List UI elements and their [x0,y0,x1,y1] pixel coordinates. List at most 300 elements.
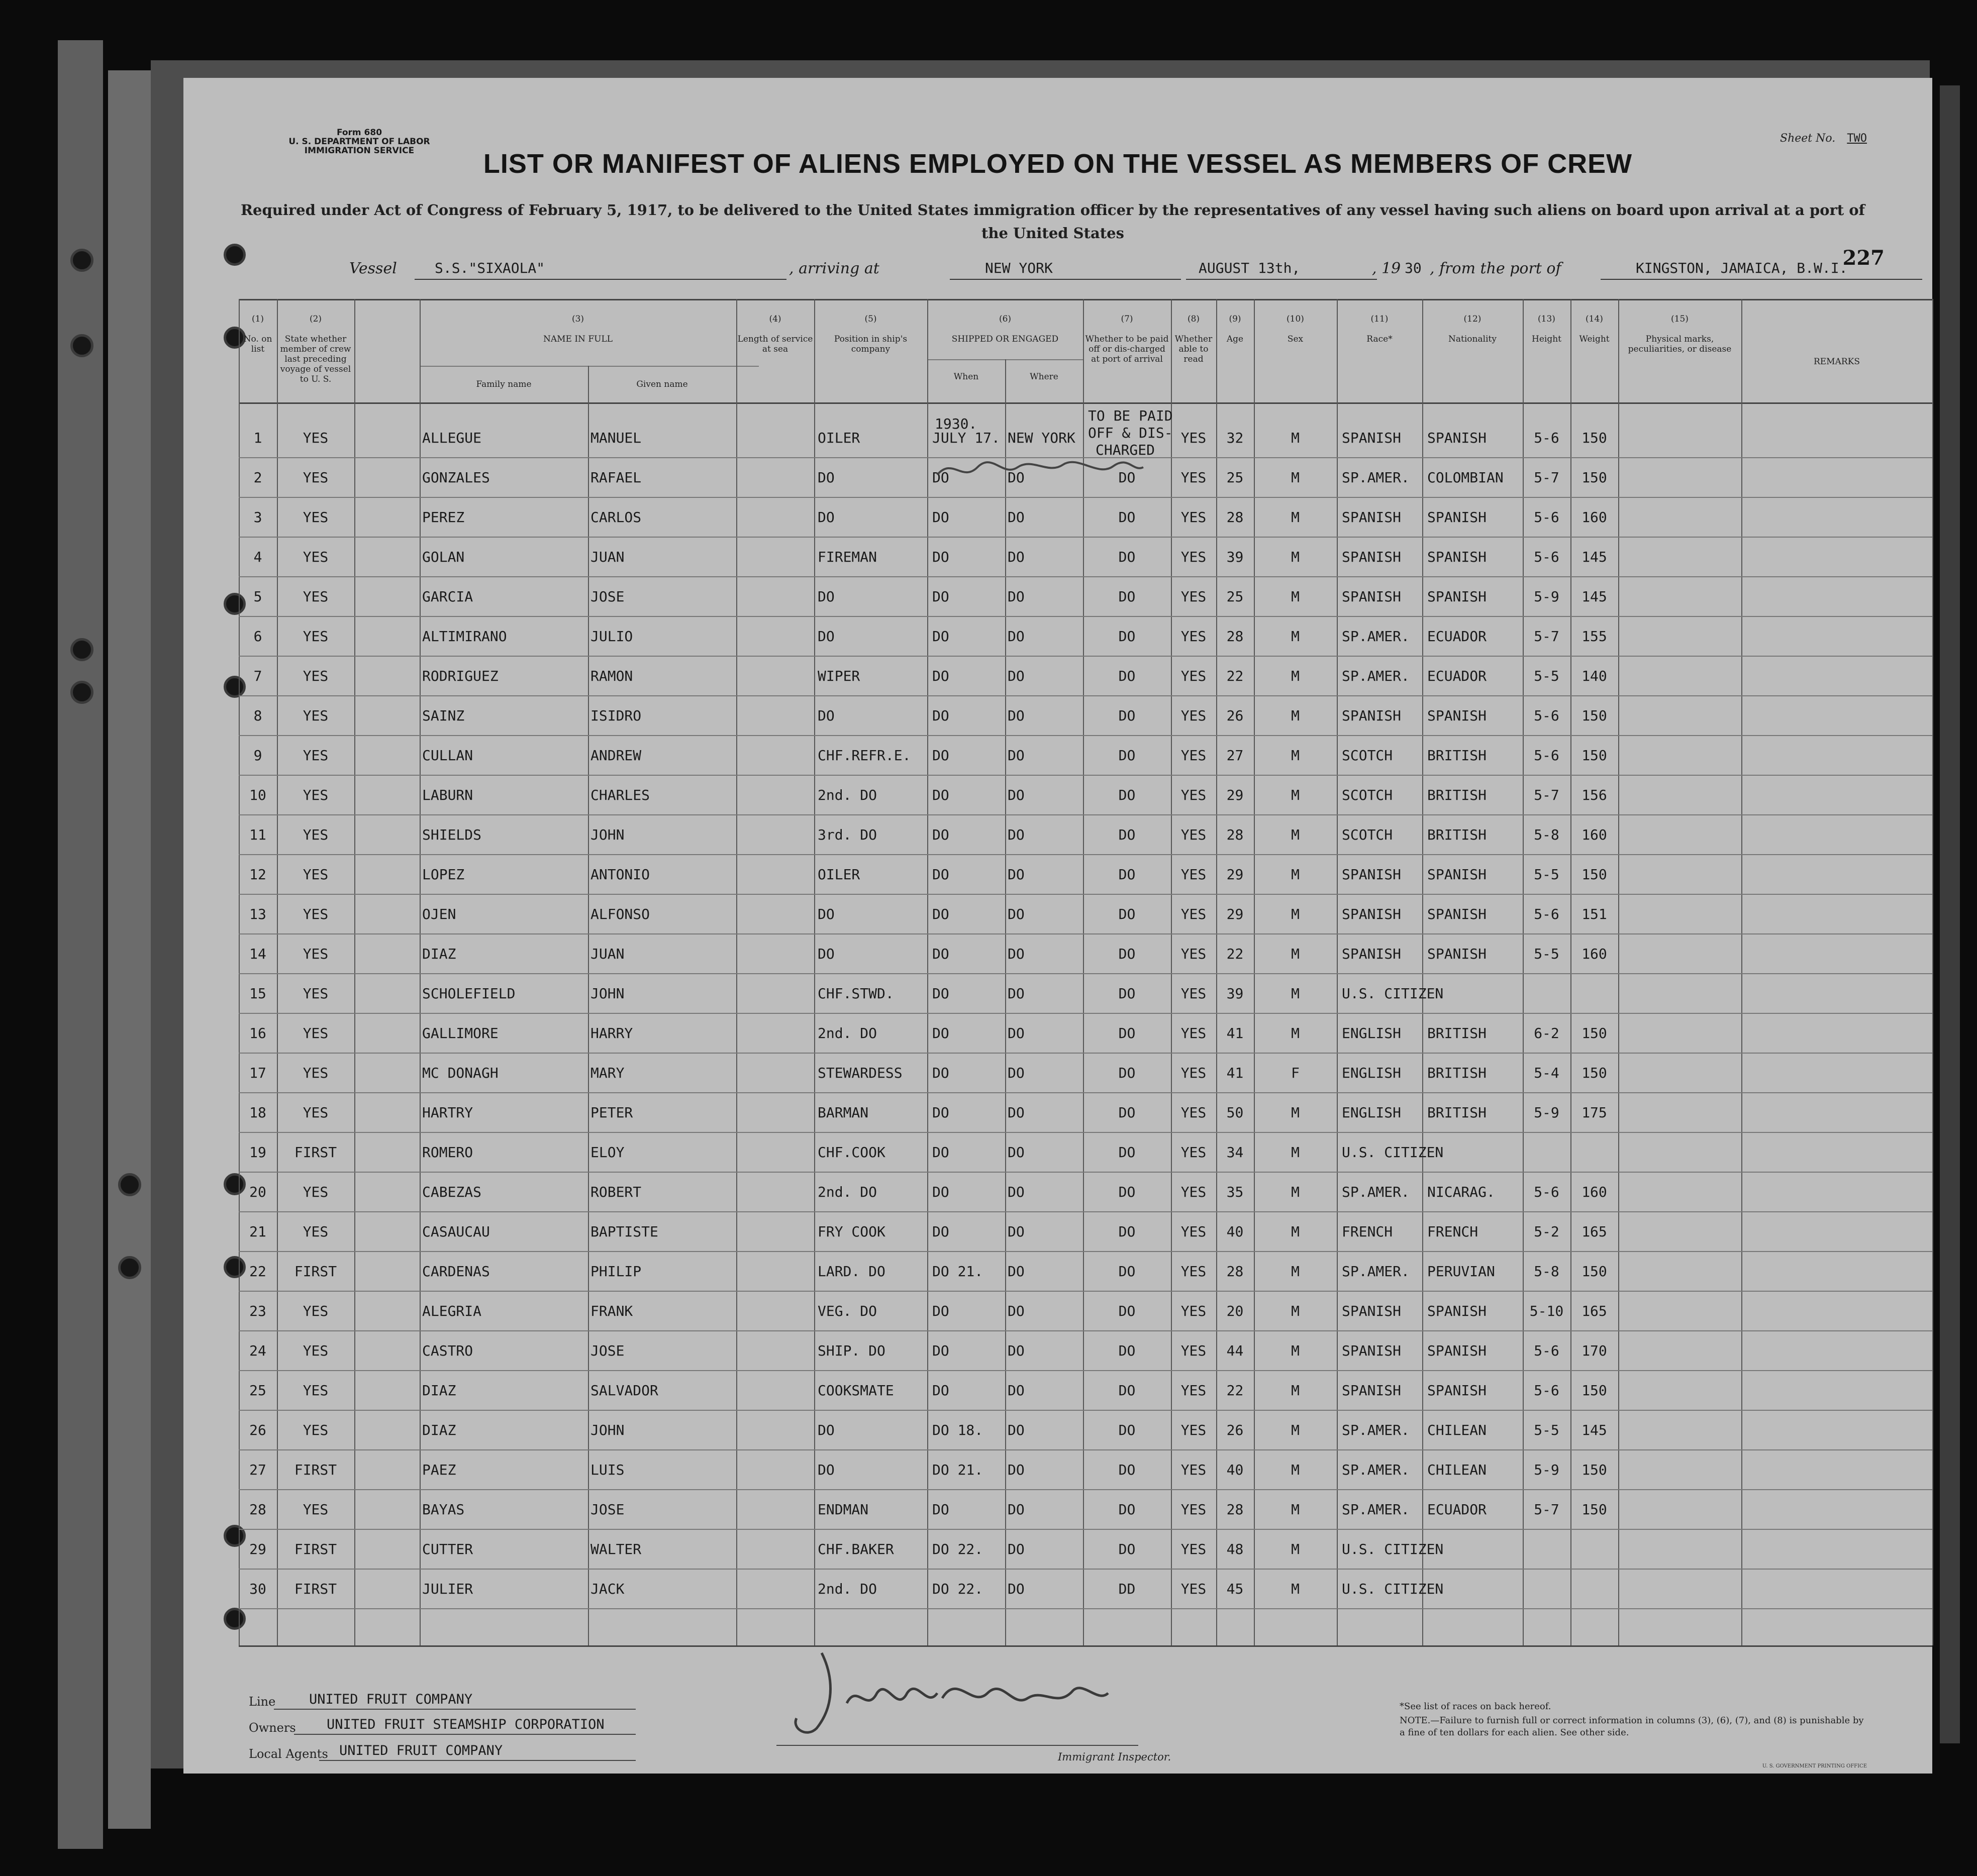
nationality: SPANISH [1427,707,1487,724]
able-to-read: YES [1180,469,1207,486]
shipped-where: DO [1008,1184,1025,1200]
previous-voyage: FIRST [294,1144,337,1161]
page-subtitle: Required under Act of Congress of February 5, 1917, to be delivered to the United States immigration officer by the representatives of any vessel having such aliens on board upon arrival at a port of the United States [240,201,1865,242]
back-page-edge [58,40,103,1849]
age: 39 [1226,549,1244,565]
able-to-read: YES [1180,588,1207,605]
shipped-where: DO [1008,1462,1025,1478]
position: COOKSMATE [818,1382,894,1399]
able-to-read: YES [1180,747,1207,764]
arrival-date: AUGUST 13th, [1199,260,1301,276]
given-name: JOSE [590,1342,625,1359]
sex: M [1291,668,1300,684]
able-to-read: YES [1180,1462,1207,1478]
able-to-read: YES [1180,985,1207,1002]
weight: 150 [1581,1263,1607,1280]
height: 5-7 [1534,787,1559,803]
race: SP.AMER. [1342,1462,1410,1478]
shipped-where: DO [1008,588,1025,605]
shipped-when: DO [932,628,949,645]
nationality: SPANISH [1427,1342,1487,1359]
height: 5-9 [1534,1104,1559,1121]
previous-voyage: YES [303,866,329,883]
year-prefix: , 19 [1372,260,1401,277]
given-name: WALTER [590,1541,642,1557]
shipped-when: DO 21. [932,1263,983,1280]
paid-off: DO [1118,1422,1136,1438]
previous-voyage: YES [303,787,329,803]
vessel-label: Vessel [349,260,397,277]
binder-hole [70,638,93,661]
nationality: SPANISH [1427,549,1487,565]
sex: M [1291,1462,1300,1478]
given-name: BAPTISTE [590,1223,658,1240]
row-rule [239,1132,1932,1133]
race: U.S. CITIZEN [1342,1541,1444,1557]
height: 5-6 [1534,430,1559,446]
race: SPANISH [1342,549,1402,565]
family-name: ROMERO [422,1144,473,1161]
race: SP.AMER. [1342,469,1410,486]
sex: M [1291,866,1300,883]
weight: 151 [1581,906,1607,922]
previous-voyage: YES [303,1223,329,1240]
previous-voyage: YES [303,1104,329,1121]
family-name: HARTRY [422,1104,473,1121]
row-number: 17 [249,1065,266,1081]
row-rule [239,814,1932,815]
family-name: CASAUCAU [422,1223,490,1240]
height: 5-6 [1534,707,1559,724]
row-number: 23 [249,1303,266,1319]
given-name: JULIO [590,628,633,645]
age: 29 [1226,866,1244,883]
nationality: SPANISH [1427,430,1487,446]
height: 5-7 [1534,469,1559,486]
row-rule [239,1053,1932,1054]
able-to-read: YES [1180,1342,1207,1359]
age: 22 [1226,946,1244,962]
height: 5-6 [1534,906,1559,922]
age: 28 [1226,1263,1244,1280]
height: 5-5 [1534,946,1559,962]
previous-voyage: YES [303,707,329,724]
able-to-read: YES [1180,1025,1207,1041]
position: 2nd. DO [818,1581,877,1597]
able-to-read: YES [1180,1263,1207,1280]
sex: M [1291,946,1300,962]
position: OILER [818,866,860,883]
weight: 155 [1581,628,1607,645]
position: DO [818,469,835,486]
shipped-when: DO [932,1501,949,1518]
able-to-read: YES [1180,1382,1207,1399]
height: 5-6 [1534,509,1559,526]
rule [294,1734,636,1735]
sex: M [1291,588,1300,605]
paid-off: DO [1118,985,1136,1002]
from-label: , from the port of [1430,260,1561,277]
previous-voyage: FIRST [294,1581,337,1597]
given-name: JOSE [590,588,625,605]
age: 45 [1226,1581,1244,1597]
shipped-where: DO [1008,1422,1025,1438]
position: 2nd. DO [818,1184,877,1200]
family-name: CASTRO [422,1342,473,1359]
col-sex-header: (10) Sex [1287,314,1304,344]
age: 41 [1226,1065,1244,1081]
paid-off: DO [1118,866,1136,883]
race: SPANISH [1342,588,1402,605]
nationality: FRENCH [1427,1223,1478,1240]
nationality: BRITISH [1427,1025,1487,1041]
col-family-name-header: Family name [476,379,532,389]
weight: 150 [1581,866,1607,883]
family-name: ALTIMIRANO [422,628,507,645]
given-name: JOHN [590,1422,625,1438]
age: 26 [1226,707,1244,724]
row-number: 27 [249,1462,266,1478]
row-number: 8 [253,707,262,724]
position: ENDMAN [818,1501,869,1518]
shipped-where: DO [1008,1065,1025,1081]
age: 22 [1226,1382,1244,1399]
shipped-when: DO 22. [932,1581,983,1597]
shipped-where: DO [1008,1144,1025,1161]
age: 28 [1226,509,1244,526]
col-shipped-header: (6) SHIPPED OR ENGAGED [951,314,1059,344]
age: 35 [1226,1184,1244,1200]
row-rule [239,1569,1932,1570]
paid-off: DO [1118,549,1136,565]
weight: 150 [1581,747,1607,764]
weight: 150 [1581,1462,1607,1478]
paid-off: DO [1118,906,1136,922]
agents-value: UNITED FRUIT COMPANY [339,1743,503,1758]
race: U.S. CITIZEN [1342,1581,1444,1597]
shipped-when: DO [932,1223,949,1240]
given-name: JOHN [590,826,625,843]
row-rule [239,1291,1932,1292]
race: SCOTCH [1342,747,1393,764]
paid-off: DO [1118,1303,1136,1319]
position: FRY COOK [818,1223,885,1240]
shipped-when: JULY 17. [932,430,1000,446]
col-no-header: (1) No. on list [243,314,272,354]
owners-label: Owners [249,1721,296,1735]
given-name: SALVADOR [590,1382,658,1399]
shipped-when: DO [932,787,949,803]
row-number: 9 [253,747,262,764]
previous-voyage: FIRST [294,1541,337,1557]
col-nationality-header: (12) Nationality [1448,314,1497,344]
previous-voyage: YES [303,906,329,922]
race: SPANISH [1342,1342,1402,1359]
given-name: ANDREW [590,747,642,764]
paid-off: DD [1118,1581,1136,1597]
position: OILER [818,430,860,446]
paid-off: DO [1118,747,1136,764]
row-number: 28 [249,1501,266,1518]
weight: 165 [1581,1303,1607,1319]
height: 5-5 [1534,1422,1559,1438]
race: SPANISH [1342,430,1402,446]
weight: 145 [1581,1422,1607,1438]
family-name: JULIER [422,1581,473,1597]
sex: M [1291,1541,1300,1557]
nationality: BRITISH [1427,1104,1487,1121]
height: 5-9 [1534,1462,1559,1478]
vessel-name: S.S."SIXAOLA" [435,260,545,276]
given-name: FRANK [590,1303,633,1319]
height: 5-7 [1534,628,1559,645]
nationality: BRITISH [1427,826,1487,843]
page-number: 227 [1842,246,1885,270]
col-where-header: Where [1030,372,1058,382]
age: 22 [1226,668,1244,684]
nationality: SPANISH [1427,906,1487,922]
row-number: 15 [249,985,266,1002]
family-name: SAINZ [422,707,465,724]
family-name: LOPEZ [422,866,465,883]
row-number: 19 [249,1144,266,1161]
shipped-when: DO [932,1342,949,1359]
weight: 150 [1581,1382,1607,1399]
shipped-when: DO 22. [932,1541,983,1557]
height: 5-6 [1534,1184,1559,1200]
row-rule [239,1449,1932,1450]
sex: M [1291,1184,1300,1200]
previous-voyage: YES [303,985,329,1002]
col-age-header: (9) Age [1226,314,1244,344]
row-rule [239,576,1932,577]
row-rule [239,735,1932,736]
weight: 160 [1581,509,1607,526]
row-number: 18 [249,1104,266,1121]
shipped-where: DO [1008,1501,1025,1518]
given-name: RAMON [590,668,633,684]
race: SPANISH [1342,707,1402,724]
age: 40 [1226,1462,1244,1478]
race: FRENCH [1342,1223,1393,1240]
given-name: HARRY [590,1025,633,1041]
age: 28 [1226,1501,1244,1518]
inspector-label: Immigrant Inspector. [1058,1751,1171,1763]
position: CHF.BAKER [818,1541,894,1557]
previous-voyage: YES [303,549,329,565]
printer-imprint: U. S. GOVERNMENT PRINTING OFFICE [1762,1763,1867,1769]
race: SPANISH [1342,1382,1402,1399]
able-to-read: YES [1180,628,1207,645]
able-to-read: YES [1180,1184,1207,1200]
row-rule [239,616,1932,617]
row-rule [239,1013,1932,1014]
row-number: 10 [249,787,266,803]
weight: 150 [1581,469,1607,486]
arrival-port: NEW YORK [985,260,1053,276]
weight: 170 [1581,1342,1607,1359]
col-name-header: (3) NAME IN FULL [543,314,613,344]
sex: M [1291,1263,1300,1280]
row-rule [239,933,1932,934]
row-number: 6 [253,628,262,645]
position: VEG. DO [818,1303,877,1319]
family-name: PAEZ [422,1462,456,1478]
agents-label: Local Agents [249,1747,328,1761]
sex: M [1291,1303,1300,1319]
row-number: 13 [249,906,266,922]
nationality: SPANISH [1427,1303,1487,1319]
race: SP.AMER. [1342,1501,1410,1518]
able-to-read: YES [1180,1303,1207,1319]
position: WIPER [818,668,860,684]
previous-voyage: FIRST [294,1263,337,1280]
paid-off: DO [1118,787,1136,803]
shipped-when: DO [932,747,949,764]
age: 50 [1226,1104,1244,1121]
col-read-header: (8) Whether able to read [1174,314,1213,364]
shipped-where: DO [1008,985,1025,1002]
sex: M [1291,1382,1300,1399]
shipped-when: DO [932,1144,949,1161]
row-rule [239,775,1932,776]
sex: M [1291,906,1300,922]
height: 5-6 [1534,747,1559,764]
shipped-where: DO [1008,787,1025,803]
shipped-when: DO [932,906,949,922]
previous-voyage: YES [303,588,329,605]
row-number: 14 [249,946,266,962]
race: SP.AMER. [1342,1422,1410,1438]
sex: M [1291,628,1300,645]
penalty-note: NOTE.—Failure to furnish full or correct information in columns (3), (6), (7), and (8) is punishable by a fine of ten dollars for each alien. See other side. [1400,1715,1864,1738]
shipped-when: DO [932,588,949,605]
previous-voyage: YES [303,1025,329,1041]
height: 5-6 [1534,1382,1559,1399]
given-name: ANTONIO [590,866,650,883]
paid-off: DO [1118,1144,1136,1161]
row-number: 5 [253,588,262,605]
given-name: RAFAEL [590,469,642,486]
binder-hole [118,1173,141,1196]
able-to-read: YES [1180,1104,1207,1121]
shipped-when: DO [932,707,949,724]
col-position-header: (5) Position in ship's company [834,314,908,354]
shipped-where: DO [1008,1303,1025,1319]
family-name: DIAZ [422,946,456,962]
shipped-where: DO [1008,946,1025,962]
sex: M [1291,1223,1300,1240]
weight: 160 [1581,1184,1607,1200]
race: SP.AMER. [1342,628,1410,645]
previous-voyage: YES [303,826,329,843]
nationality: SPANISH [1427,1382,1487,1399]
paid-off: DO [1118,1342,1136,1359]
shipped-where: DO [1008,469,1025,486]
position: CHF.STWD. [818,985,894,1002]
weight: 145 [1581,588,1607,605]
given-name: PHILIP [590,1263,642,1280]
shipped-where: DO [1008,668,1025,684]
row-rule [239,1172,1932,1173]
row-number: 20 [249,1184,266,1200]
height: 5-7 [1534,1501,1559,1518]
nationality: SPANISH [1427,588,1487,605]
race: SPANISH [1342,509,1402,526]
row-rule [239,1529,1932,1530]
paid-off: DO [1118,707,1136,724]
sheet-value: TWO [1847,132,1867,145]
position: DO [818,628,835,645]
row-rule [239,1211,1932,1212]
col-paid-off-header: (7) Whether to be paid off or dis-charged at port of arrival [1085,314,1169,364]
paid-off: DO [1118,1541,1136,1557]
nationality: ECUADOR [1427,668,1487,684]
position: DO [818,906,835,922]
shipped-where: DO [1008,1025,1025,1041]
row-rule [239,656,1932,657]
family-name: DIAZ [422,1422,456,1438]
nationality: PERUVIAN [1427,1263,1495,1280]
shipped-where: DO [1008,1581,1025,1597]
row-number: 2 [253,469,262,486]
race: ENGLISH [1342,1065,1402,1081]
paid-off: DO [1118,1104,1136,1121]
previous-voyage: YES [303,509,329,526]
age: 29 [1226,787,1244,803]
row-number: 29 [249,1541,266,1557]
family-name: CUTTER [422,1541,473,1557]
position: STEWARDESS [818,1065,903,1081]
row-rule [239,894,1932,895]
position: DO [818,946,835,962]
height: 5-10 [1529,1303,1564,1319]
family-name: LABURN [422,787,473,803]
shipped-when: DO [932,946,949,962]
family-name: SCHOLEFIELD [422,985,516,1002]
age: 48 [1226,1541,1244,1557]
weight: 160 [1581,946,1607,962]
position: 3rd. DO [818,826,877,843]
previous-voyage: YES [303,628,329,645]
shipped-where: DO [1008,1541,1025,1557]
position: 2nd. DO [818,1025,877,1041]
age: 28 [1226,628,1244,645]
department-name: U. S. DEPARTMENT OF LABOR [288,137,430,147]
previous-voyage: YES [303,1065,329,1081]
given-name: JOSE [590,1501,625,1518]
shipped-where: DO [1008,747,1025,764]
able-to-read: YES [1180,1581,1207,1597]
race: SP.AMER. [1342,1184,1410,1200]
form-number: Form 680 [336,128,382,138]
paid-off: DO [1118,509,1136,526]
family-name: DIAZ [422,1382,456,1399]
row-rule [239,1251,1932,1252]
given-name: PETER [590,1104,633,1121]
family-name: PEREZ [422,509,465,526]
shipped-where: DO [1008,628,1025,645]
arriving-label: , arriving at [789,260,879,277]
paid-off: DO [1118,588,1136,605]
given-name: JACK [590,1581,625,1597]
paid-off: DO [1118,1501,1136,1518]
row-number: 3 [253,509,262,526]
previous-voyage: YES [303,1303,329,1319]
family-name: GONZALES [422,469,490,486]
able-to-read: YES [1180,1065,1207,1081]
shipped-when: DO [932,469,949,486]
